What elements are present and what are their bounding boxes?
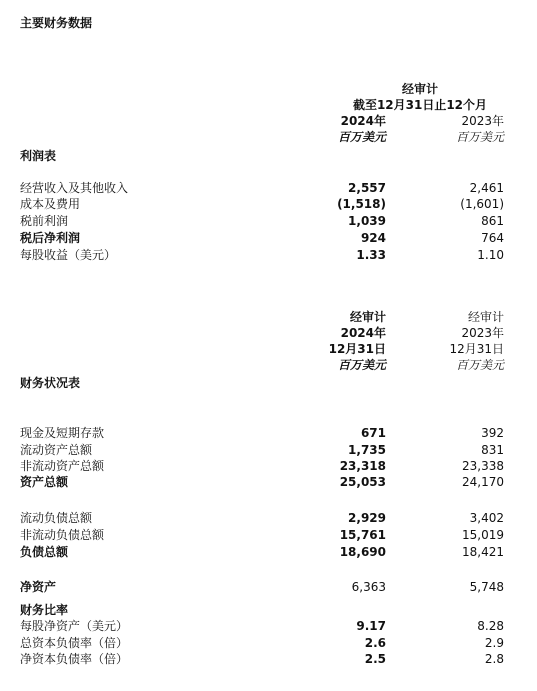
income-row-2023: 2,461	[469, 181, 504, 195]
income-row-2024: 1,039	[348, 214, 386, 228]
income-section-title: 利润表	[20, 149, 57, 163]
income-row-2024: (1,518)	[337, 197, 386, 211]
page-title: 主要财务数据	[20, 16, 93, 30]
balance-col2-unit: 百万美元	[455, 358, 504, 372]
asset-row-2024: 23,318	[339, 459, 386, 473]
liability-row-label: 负债总额	[20, 545, 69, 559]
ratio-row-label: 每股净资产（美元）	[20, 619, 129, 633]
income-row-2023: 861	[481, 214, 504, 228]
liability-row-2024: 18,690	[339, 545, 386, 559]
ratio-row-label: 净资本负债率（倍）	[20, 652, 129, 666]
asset-row-2024: 25,053	[339, 475, 386, 489]
income-row-2024: 2,557	[348, 181, 386, 195]
asset-row-2024: 671	[360, 426, 386, 440]
income-row-label: 经营收入及其他收入	[20, 181, 129, 195]
ratio-row-label: 总资本负债率（倍）	[20, 636, 129, 650]
liability-row-2023: 15,019	[462, 528, 504, 542]
income-header-audited: 经审计	[401, 82, 438, 96]
income-row-2024: 1.33	[356, 248, 386, 262]
balance-section-title: 财务状况表	[20, 376, 81, 390]
net-assets-label: 净资产	[20, 580, 57, 594]
income-header-period: 截至12月31日止12个月	[352, 98, 488, 112]
balance-col2-audited: 经审计	[467, 310, 504, 324]
balance-col2-year: 2023年	[461, 326, 504, 340]
net-assets-2024: 6,363	[351, 580, 386, 594]
liability-row-2024: 2,929	[348, 511, 386, 525]
asset-row-2023: 392	[481, 426, 504, 440]
asset-row-2023: 831	[481, 443, 504, 457]
liability-row-label: 流动负债总额	[20, 511, 93, 525]
balance-col1-unit: 百万美元	[337, 358, 386, 372]
income-row-label: 税前利润	[20, 214, 69, 228]
income-year-2024: 2024年	[340, 114, 386, 128]
ratios-section-title: 财务比率	[20, 603, 69, 617]
ratio-row-2024: 9.17	[356, 619, 386, 633]
income-row-label: 每股收益（美元）	[20, 248, 117, 262]
income-row-2023: 1.10	[477, 248, 504, 262]
asset-row-label: 流动资产总额	[20, 443, 93, 457]
ratio-row-2023: 2.8	[484, 652, 504, 666]
balance-col2-date: 12月31日	[449, 342, 504, 356]
liability-row-2023: 3,402	[469, 511, 504, 525]
ratio-row-2024: 2.5	[364, 652, 386, 666]
income-row-2024: 924	[360, 231, 386, 245]
asset-row-2024: 1,735	[348, 443, 386, 457]
asset-row-2023: 24,170	[462, 475, 504, 489]
income-year-2023: 2023年	[461, 114, 504, 128]
ratio-row-2023: 2.9	[484, 636, 504, 650]
ratio-row-2023: 8.28	[477, 619, 504, 633]
income-row-2023: 764	[481, 231, 504, 245]
income-row-label: 税后净利润	[20, 231, 81, 245]
balance-col1-audited: 经审计	[349, 310, 386, 324]
balance-col1-year: 2024年	[340, 326, 386, 340]
income-row-label: 成本及费用	[20, 197, 81, 211]
balance-col1-date: 12月31日	[328, 342, 386, 356]
asset-row-label: 资产总额	[20, 475, 69, 489]
liability-row-label: 非流动负债总额	[20, 528, 105, 542]
liability-row-2023: 18,421	[462, 545, 504, 559]
income-unit-2023: 百万美元	[455, 130, 504, 144]
asset-row-label: 现金及短期存款	[20, 426, 105, 440]
net-assets-2023: 5,748	[469, 580, 504, 594]
ratio-row-2024: 2.6	[364, 636, 386, 650]
income-unit-2024: 百万美元	[337, 130, 386, 144]
income-row-2023: (1,601)	[460, 197, 504, 211]
asset-row-label: 非流动资产总额	[20, 459, 105, 473]
liability-row-2024: 15,761	[339, 528, 386, 542]
asset-row-2023: 23,338	[462, 459, 504, 473]
